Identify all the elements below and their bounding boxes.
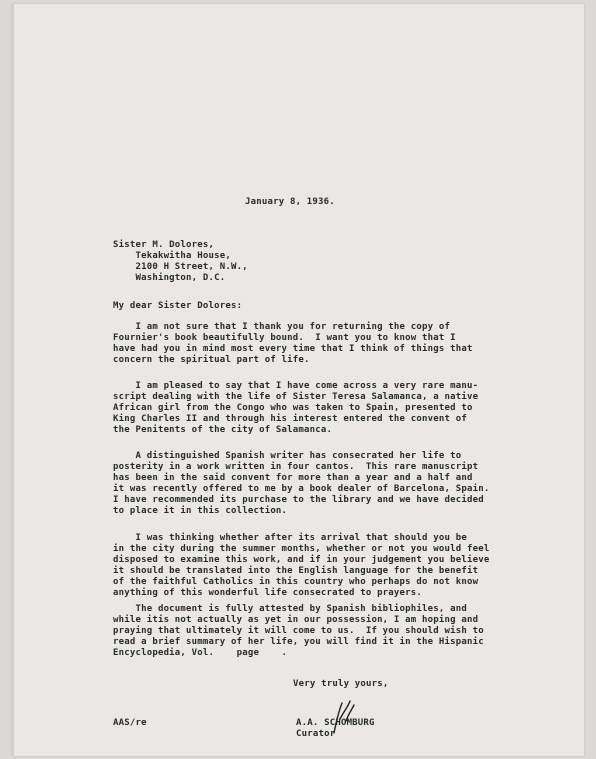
- recipient-line: Washington, D.C.: [113, 273, 226, 283]
- closing: Very truly yours,: [293, 679, 389, 689]
- signer-name: A.A. SCHOMBURG: [296, 718, 375, 728]
- text-line: it should be translated into the English language for the benefit: [113, 566, 479, 576]
- text-line: I have recommended its purchase to the library and we have decided: [113, 495, 484, 505]
- text-line: Fournier's book beautifully bound. I want you to know that I: [113, 333, 456, 343]
- paragraph-2: [113, 381, 478, 436]
- paragraph-5: [113, 604, 484, 659]
- salutation: My dear Sister Dolores:: [113, 301, 243, 311]
- signer-title: Curator: [296, 729, 336, 739]
- text-line: the Penitents of the city of Salamanca.: [113, 425, 333, 435]
- text-line: read a brief summary of her life, you will find it in the Hispanic: [113, 637, 484, 647]
- paragraph-4: [113, 533, 489, 599]
- text-line: I am not sure that I thank you for returning the copy of: [113, 322, 451, 332]
- text-line: I am pleased to say that I have come across a very rare manu-: [113, 381, 479, 391]
- text-line: A distinguished Spanish writer has consecrated her life to: [113, 451, 462, 461]
- recipient-address: [113, 240, 248, 284]
- text-line: The document is fully attested by Spanish bibliophiles, and: [113, 604, 467, 614]
- letter-date: January 8, 1936.: [245, 197, 335, 207]
- text-line: disposed to examine this work, and if in your judgement you believe: [113, 555, 490, 565]
- text-line: posterity in a work written in four cantos. This rare manuscript: [113, 462, 479, 472]
- text-line: anything of this wonderful life consecrated to prayers.: [113, 588, 423, 598]
- paper-edge: [12, 4, 14, 756]
- text-line: of the faithful Catholics in this country who perhaps do not know: [113, 577, 479, 587]
- paragraph-1: [113, 322, 473, 366]
- text-line: it was recently offered to me by a book dealer of Barcelona, Spain.: [113, 484, 490, 494]
- text-line: has been in the said convent for more than a year and a half and: [113, 473, 473, 483]
- text-line: while itis not actually as yet in our possession, I am hoping and: [113, 615, 479, 625]
- text-line: King Charles II and through his interest entered the convent of: [113, 414, 467, 424]
- text-line: to place it in this collection.: [113, 506, 288, 516]
- text-line: Encyclopedia, Vol. page .: [113, 648, 288, 658]
- text-line: in the city during the summer months, whether or not you would feel: [113, 544, 490, 554]
- recipient-line: Tekakwitha House,: [113, 251, 231, 261]
- recipient-line: 2100 H Street, N.W.,: [113, 262, 248, 272]
- typist-initials: AAS/re: [113, 718, 147, 728]
- text-line: script dealing with the life of Sister Teresa Salamanca, a native: [113, 392, 479, 402]
- text-line: praying that ultimately it will come to us. If you should wish to: [113, 626, 484, 636]
- text-line: I was thinking whether after its arrival that should you be: [113, 533, 467, 543]
- text-line: have had you in mind most every time that I think of things that: [113, 344, 473, 354]
- text-line: African girl from the Congo who was taken to Spain, presented to: [113, 403, 473, 413]
- paragraph-3: [113, 451, 489, 517]
- text-line: concern the spiritual part of life.: [113, 355, 310, 365]
- recipient-line: Sister M. Dolores,: [113, 240, 215, 250]
